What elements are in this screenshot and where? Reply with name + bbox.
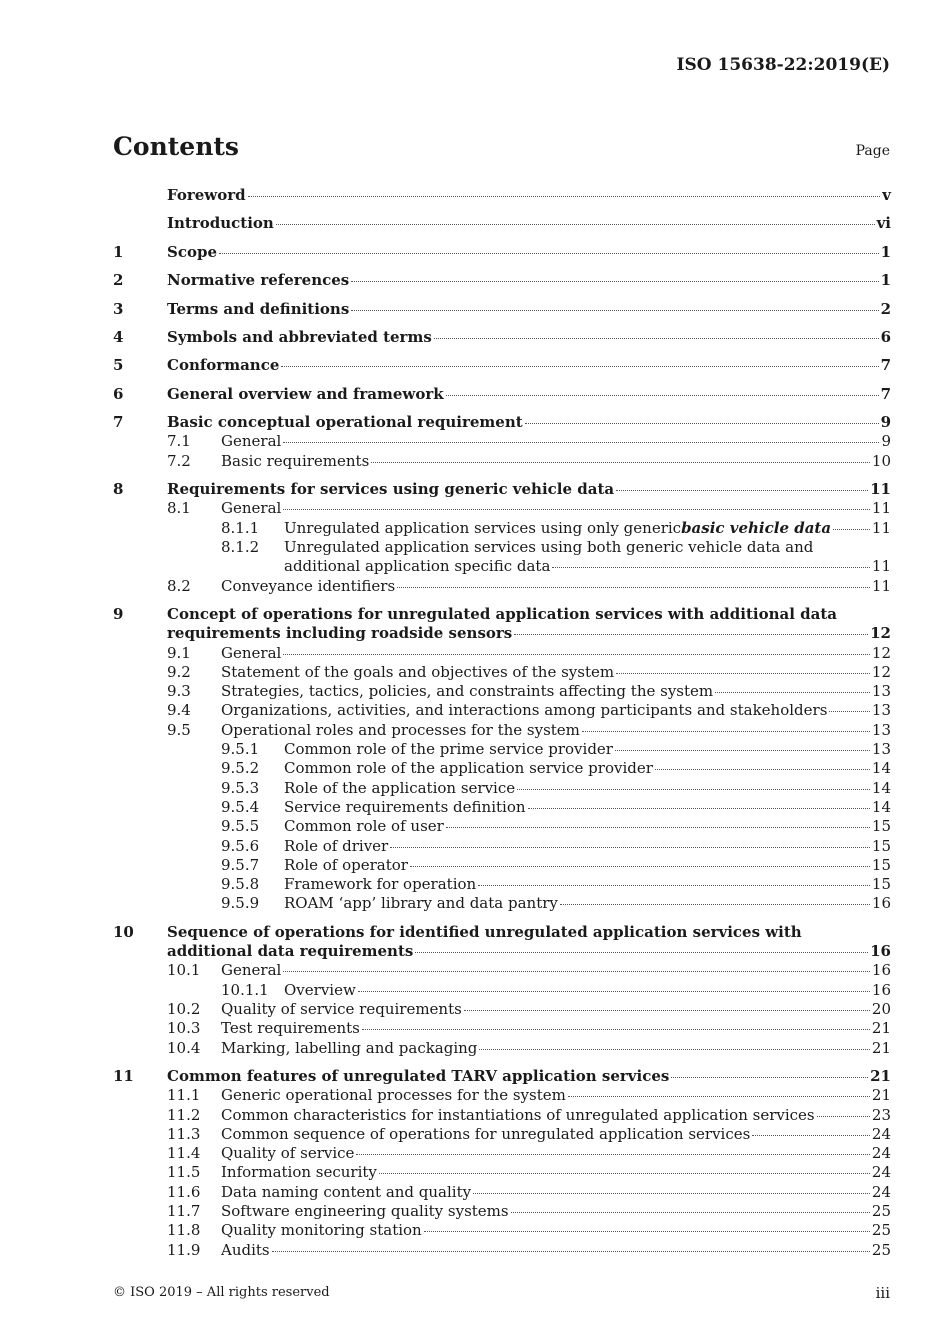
toc-entry-title: Framework for operation <box>284 875 477 894</box>
toc-entry[interactable] <box>113 1183 891 1202</box>
toc-entry-title: Unregulated application services using both generic vehicle data and <box>284 538 814 556</box>
toc-entry-title: Symbols and abbreviated terms <box>167 327 432 346</box>
toc-entry-page: 11 <box>871 576 891 595</box>
dot-leader <box>276 224 875 225</box>
toc-entry[interactable] <box>113 798 891 817</box>
dot-leader <box>446 395 879 396</box>
toc-entry-number: 4 <box>113 327 124 346</box>
toc-entry[interactable] <box>113 914 891 942</box>
toc-entry[interactable] <box>113 779 891 798</box>
toc-entry[interactable] <box>113 1019 891 1038</box>
copyright-notice: © ISO 2019 – All rights reserved <box>113 1285 330 1300</box>
dot-leader <box>655 769 870 770</box>
dot-leader <box>568 1096 870 1097</box>
toc-entry[interactable] <box>113 1106 891 1125</box>
toc-entry-title: Role of the application service <box>284 778 516 797</box>
toc-entry[interactable] <box>113 701 891 720</box>
dot-leader <box>358 991 870 992</box>
dot-leader <box>473 1193 870 1194</box>
toc-entry-number: 9.5.8 <box>221 875 260 894</box>
toc-entry[interactable] <box>113 663 891 682</box>
toc-entry[interactable] <box>113 234 891 262</box>
toc-entry-page: 12 <box>871 643 891 662</box>
toc-entry[interactable] <box>113 376 891 404</box>
dot-leader <box>752 1135 870 1136</box>
toc-entry-title: Service requirements definition <box>284 797 526 816</box>
toc-entry-emphasis: basic vehicle data <box>681 518 832 537</box>
toc-entry-number: 11.6 <box>167 1182 201 1201</box>
toc-entry-number: 9.4 <box>167 701 191 720</box>
toc-entry-number: 11.3 <box>167 1124 201 1143</box>
toc-entry[interactable] <box>113 740 891 759</box>
toc-entry-number: 9.5.4 <box>221 797 260 816</box>
toc-entry-title: Basic conceptual operational requirement <box>167 413 523 432</box>
toc-entry-page: 16 <box>870 942 891 961</box>
toc-entry-page: 7 <box>880 356 891 375</box>
dot-leader <box>424 1231 870 1232</box>
toc-entry[interactable] <box>113 759 891 778</box>
toc-entry[interactable] <box>113 404 891 432</box>
toc-entry[interactable] <box>113 262 891 290</box>
page-title: Contents <box>113 132 240 161</box>
toc-entry-page: 16 <box>871 961 891 980</box>
dot-leader <box>248 196 881 197</box>
toc-entry-page: 24 <box>871 1163 891 1182</box>
toc-entry-page: 21 <box>871 1086 891 1105</box>
toc-entry[interactable] <box>113 1221 891 1240</box>
dot-leader <box>671 1077 868 1078</box>
toc-entry-title: General overview and framework <box>167 384 444 403</box>
dot-leader <box>390 847 870 848</box>
toc-entry-number: 2 <box>113 271 124 290</box>
toc-entry[interactable] <box>113 432 891 451</box>
dot-leader <box>616 490 868 491</box>
toc-entry-title: General <box>221 432 282 451</box>
toc-entry-title: Unregulated application services using only generic <box>284 518 682 537</box>
dot-leader <box>272 1251 870 1252</box>
dot-leader <box>356 1154 869 1155</box>
dot-leader <box>219 253 879 254</box>
toc-entry[interactable] <box>113 1039 891 1058</box>
toc-entry-title: Sequence of operations for identified unregulated application services with <box>167 922 802 941</box>
dot-leader <box>616 673 870 674</box>
toc-entry-number: 7.1 <box>167 432 191 451</box>
dot-leader <box>281 366 878 367</box>
toc-entry-page: 2 <box>880 299 891 318</box>
dot-leader <box>351 281 878 282</box>
toc-entry-page: 9 <box>880 413 891 432</box>
toc-entry-page: 7 <box>880 384 891 403</box>
toc-entry-number: 9.5.3 <box>221 778 260 797</box>
dot-leader <box>528 808 870 809</box>
toc-entry-page: 12 <box>870 624 891 643</box>
dot-leader <box>283 971 870 972</box>
toc-entry-number: 11.2 <box>167 1105 201 1124</box>
toc-entry-page: 24 <box>871 1182 891 1201</box>
dot-leader <box>362 1029 870 1030</box>
toc-entry-page: 11 <box>871 518 891 537</box>
toc-entry-number: 6 <box>113 384 124 403</box>
toc-entry-number: 11.5 <box>167 1163 201 1182</box>
toc-entry-number: 9.2 <box>167 662 191 681</box>
toc-entry[interactable] <box>113 471 891 499</box>
dot-leader <box>817 1116 870 1117</box>
toc-entry[interactable] <box>113 961 891 980</box>
toc-entry-number: 10 <box>113 922 134 941</box>
toc-entry-title: Operational roles and processes for the system <box>221 720 580 739</box>
toc-entry-number: 11.9 <box>167 1240 201 1259</box>
toc-entry-number: 1 <box>113 242 124 261</box>
toc-entry-page: 1 <box>880 271 891 290</box>
toc-entry-number: 11 <box>113 1067 134 1085</box>
toc-entry-continuation[interactable] <box>113 624 891 643</box>
toc-entry-number: 9.5.1 <box>221 740 260 759</box>
dot-leader <box>351 310 878 311</box>
dot-leader <box>479 1049 869 1050</box>
toc-entry-number: 11.1 <box>167 1086 201 1105</box>
toc-entry[interactable] <box>113 644 891 663</box>
page-column-label: Page <box>855 143 890 159</box>
toc-entry-title: Conformance <box>167 356 280 375</box>
toc-entry-page: 11 <box>871 557 891 576</box>
toc-entry[interactable] <box>113 856 891 875</box>
toc-entry-number: 9.1 <box>167 643 191 662</box>
toc-entry-title: additional data requirements <box>167 942 414 961</box>
toc-entry-number: 8 <box>113 480 124 499</box>
toc-entry-page: 13 <box>871 720 891 739</box>
toc-entry-title: Common sequence of operations for unregulated application services <box>221 1124 751 1143</box>
toc-entry[interactable] <box>113 452 891 471</box>
toc-entry-page: 11 <box>870 480 891 499</box>
dot-leader <box>283 654 870 655</box>
dot-leader <box>478 885 870 886</box>
toc-entry-title: Information security <box>221 1163 377 1182</box>
toc-entry-page: 13 <box>871 701 891 720</box>
dot-leader <box>283 509 870 510</box>
toc-entry-page: 25 <box>871 1202 891 1221</box>
toc-entry-title: Overview <box>284 980 356 999</box>
toc-entry-number: 10.4 <box>167 1038 201 1057</box>
toc-entry-number: 9.5.7 <box>221 855 260 874</box>
toc-entry-number: 8.1.2 <box>221 538 260 556</box>
toc-entry[interactable] <box>113 1058 891 1086</box>
toc-entry-number: 11.8 <box>167 1221 201 1240</box>
toc-entry-title: Role of operator <box>284 855 408 874</box>
toc-entry-page: 21 <box>871 1038 891 1057</box>
toc-entry-title: Common role of user <box>284 817 444 836</box>
toc-entry[interactable] <box>113 1202 891 1221</box>
toc-entry[interactable] <box>113 682 891 701</box>
toc-entry[interactable] <box>113 1086 891 1105</box>
toc-entry-number: 9.5 <box>167 720 191 739</box>
toc-entry[interactable] <box>113 205 891 233</box>
toc-entry[interactable] <box>113 538 891 557</box>
toc-entry-title: General <box>221 961 282 980</box>
toc-entry-number: 10.3 <box>167 1019 201 1038</box>
dot-leader <box>552 567 870 568</box>
toc-entry-title: Organizations, activities, and interactions among participants and stakeholders <box>221 701 828 720</box>
toc-entry-title: Introduction <box>167 214 274 233</box>
dot-leader <box>379 1173 870 1174</box>
toc-entry-page: 21 <box>871 1019 891 1038</box>
dot-leader <box>397 587 870 588</box>
toc-entry-title: Software engineering quality systems <box>221 1202 509 1221</box>
toc-entry-page: 15 <box>871 855 891 874</box>
toc-entry-page: 14 <box>871 778 891 797</box>
toc-entry-number: 3 <box>113 299 124 318</box>
toc-entry-page: 16 <box>871 980 891 999</box>
toc-entry-page: 13 <box>871 682 891 701</box>
toc-entry-page: 13 <box>871 740 891 759</box>
toc-entry-title: Common features of unregulated TARV application services <box>167 1067 670 1085</box>
toc-entry-number: 9.5.2 <box>221 759 260 778</box>
toc-entry-number: 9 <box>113 604 124 623</box>
toc-entry-number: 8.1.1 <box>221 518 260 537</box>
toc-entry-number: 10.2 <box>167 1000 201 1019</box>
toc-entry-title: Common characteristics for instantiations of unregulated application services <box>221 1105 815 1124</box>
toc-entry[interactable] <box>113 347 891 375</box>
toc-entry-title: Conveyance identifiers <box>221 576 396 595</box>
toc-entry-title: Basic requirements <box>221 451 370 470</box>
toc-entry-page: 15 <box>871 817 891 836</box>
dot-leader <box>283 442 879 443</box>
toc-entry[interactable] <box>113 721 891 740</box>
toc-entry-title: Normative references <box>167 271 350 290</box>
toc-entry-page: 1 <box>880 242 891 261</box>
toc-entry-title: Quality of service <box>221 1144 355 1163</box>
toc-entry-page: 14 <box>871 797 891 816</box>
toc-entry-number: 8.2 <box>167 576 191 595</box>
toc-entry-page: 12 <box>871 662 891 681</box>
toc-entry[interactable] <box>113 1000 891 1019</box>
toc-entry[interactable] <box>113 837 891 856</box>
toc-entry-number: 10.1.1 <box>221 980 269 999</box>
toc-entry-title: additional application specific data <box>284 557 551 576</box>
toc-entry-page: 21 <box>870 1067 891 1085</box>
toc-entry-page: 14 <box>871 759 891 778</box>
dot-leader <box>446 827 870 828</box>
toc-entry[interactable] <box>113 875 891 894</box>
toc-entry-number: 5 <box>113 356 124 375</box>
toc-entry-number: 11.7 <box>167 1202 201 1221</box>
toc-entry-title: Generic operational processes for the system <box>221 1086 566 1105</box>
toc-entry-title: Quality of service requirements <box>221 1000 462 1019</box>
toc-entry-page: 16 <box>871 894 891 913</box>
toc-entry-number: 9.5.5 <box>221 817 260 836</box>
toc-entry-title: Statement of the goals and objectives of the system <box>221 662 615 681</box>
toc-entry[interactable] <box>113 817 891 836</box>
toc-entry-continuation[interactable] <box>113 942 891 961</box>
dot-leader <box>517 789 870 790</box>
dot-leader <box>560 904 870 905</box>
toc-entry-page: 23 <box>871 1105 891 1124</box>
toc-entry-page: 10 <box>871 451 891 470</box>
toc-entry-title: Terms and definitions <box>167 299 350 318</box>
toc-entry-title: Strategies, tactics, policies, and constraints affecting the system <box>221 682 714 701</box>
toc-entry-page: 9 <box>881 432 891 451</box>
toc-entry[interactable] <box>113 1144 891 1163</box>
toc-entry-title: Audits <box>221 1240 270 1259</box>
dot-leader <box>511 1212 870 1213</box>
toc-entry-title: Test requirements <box>221 1019 360 1038</box>
toc-entry[interactable] <box>113 1241 891 1260</box>
toc-entry-title: Concept of operations for unregulated application services with additional data <box>167 604 837 623</box>
toc-entry-title: Common role of the application service provider <box>284 759 653 778</box>
toc-entry-number: 8.1 <box>167 499 191 518</box>
toc-entry-title: ROAM ‘app’ library and data pantry <box>284 894 558 913</box>
toc-entry-number: 11.4 <box>167 1144 201 1163</box>
dot-leader <box>715 692 870 693</box>
toc-entry-number: 7.2 <box>167 451 191 470</box>
toc-entry-page: 25 <box>871 1240 891 1259</box>
toc-entry-page: 11 <box>871 499 891 518</box>
toc-entry-title: General <box>221 499 282 518</box>
table-of-contents <box>113 186 891 1260</box>
toc-entry-number: 10.1 <box>167 961 201 980</box>
toc-entry-page: v <box>882 186 891 204</box>
toc-entry[interactable] <box>113 499 891 518</box>
toc-entry-title: Common role of the prime service provider <box>284 740 613 759</box>
dot-leader <box>615 750 870 751</box>
toc-entry-page: 15 <box>871 875 891 894</box>
dot-leader <box>582 731 870 732</box>
toc-entry[interactable] <box>113 290 891 318</box>
dot-leader <box>829 711 870 712</box>
toc-entry-number: 7 <box>113 413 124 432</box>
document-id: ISO 15638-22:2019(E) <box>676 55 890 75</box>
toc-entry-page: 24 <box>871 1124 891 1143</box>
toc-entry[interactable] <box>113 1125 891 1144</box>
dot-leader <box>464 1010 870 1011</box>
toc-entry-number: 9.3 <box>167 682 191 701</box>
toc-entry-title: Role of driver <box>284 836 389 855</box>
toc-entry[interactable] <box>113 519 891 538</box>
dot-leader <box>434 338 879 339</box>
toc-entry-title: Data naming content and quality <box>221 1182 472 1201</box>
toc-entry[interactable] <box>113 894 891 913</box>
toc-entry-title: requirements including roadside sensors <box>167 624 513 643</box>
toc-entry-title: Foreword <box>167 186 246 204</box>
toc-entry[interactable] <box>113 319 891 347</box>
dot-leader <box>415 952 868 953</box>
dot-leader <box>410 866 870 867</box>
page-number: iii <box>875 1284 890 1302</box>
dot-leader <box>833 529 870 530</box>
toc-entry-title: Quality monitoring station <box>221 1221 422 1240</box>
toc-entry-title: Requirements for services using generic vehicle data <box>167 480 615 499</box>
dot-leader <box>514 634 868 635</box>
toc-entry-number: 9.5.6 <box>221 836 260 855</box>
dot-leader <box>371 462 870 463</box>
toc-entry-number: 9.5.9 <box>221 894 260 913</box>
toc-entry-page: 24 <box>871 1144 891 1163</box>
toc-entry-continuation[interactable] <box>113 557 891 576</box>
toc-entry[interactable] <box>113 577 891 596</box>
dot-leader <box>525 423 879 424</box>
toc-entry-title: General <box>221 643 282 662</box>
toc-entry-title: Scope <box>167 242 218 261</box>
toc-entry[interactable] <box>113 981 891 1000</box>
toc-entry-page: 25 <box>871 1221 891 1240</box>
toc-entry-title: Marking, labelling and packaging <box>221 1038 478 1057</box>
toc-entry[interactable] <box>113 186 891 205</box>
toc-entry-page: 15 <box>871 836 891 855</box>
toc-entry-page: vi <box>876 214 891 233</box>
toc-entry[interactable] <box>113 1163 891 1182</box>
toc-entry-page: 6 <box>880 327 891 346</box>
toc-entry[interactable] <box>113 596 891 624</box>
toc-entry-page: 20 <box>871 1000 891 1019</box>
